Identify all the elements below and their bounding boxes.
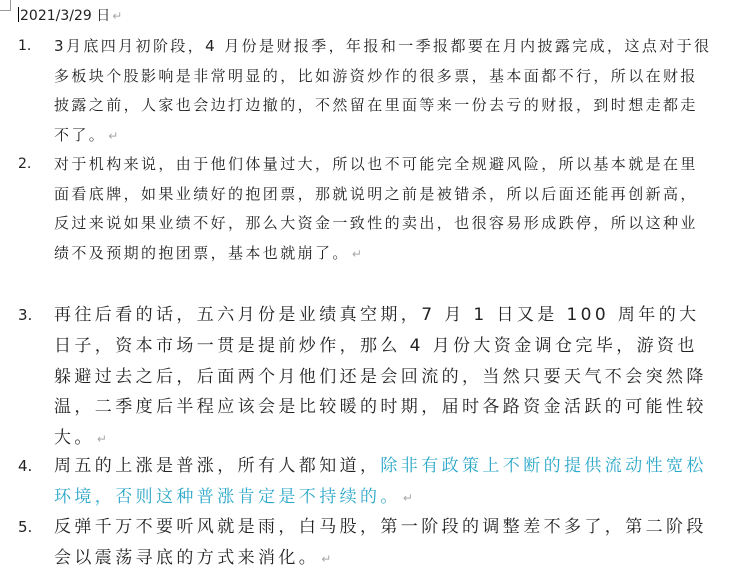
paragraph-text: 对于机构来说，由于他们体量过大，所以也不可能完全规避风险，所以基本就是在里面看底牌，如果业绩好的抱团票，那就说明之前是被错杀，所以后面还能再创新高，反过来说如果业绩不好，那么大资金一致性的卖出，也很容易形成跌停，所以这种业绩不及预期的抱团票，基本也就崩了。 (54, 155, 698, 262)
list-number: 1. (18, 38, 32, 54)
paragraph-mark-icon: ↵ (321, 551, 335, 566)
list-number: 2. (18, 156, 32, 172)
paragraph-text: 再往后看的话，五六月份是业绩真空期，7 月 1 日又是 100 周年的大日子，资本市场一贯是提前炒作，那么 4 月份大资金调仓完毕，游资也躲避过去之后，后面两个月他们还是会回流的，当然只要天气不会突然降温，二季度后半程应该会是比较暖的时期，届时各路资金活跃的可能性较大。 (54, 305, 707, 449)
paragraph-text: 反弹千万不要听风就是雨，白马股，第一阶段的调整差不多了，第二阶段会以震荡寻底的方式来消化。 (54, 517, 707, 568)
list-number: 5. (18, 518, 33, 536)
list-number: 3. (18, 306, 33, 324)
highlighted-text: 除非有政策上不断的提供流动性宽松环境，否则这种普涨肯定是不持续的。 (54, 456, 707, 507)
list-item-text[interactable] (54, 300, 714, 455)
list-number: 4. (18, 457, 33, 475)
list-item-text[interactable] (54, 451, 714, 514)
paragraph-text: 3月底四月初阶段，4 月份是财报季，年报和一季报都要在月内披露完成，这点对于很多板块个股影响是非常明显的，比如游资炒作的很多票，基本面都不行，所以在财报披露之前，人家也会边打边撤的，不然留在里面等来一份去亏的财报，到时想走都走不了。 (54, 37, 712, 144)
date-heading[interactable] (18, 6, 122, 26)
list-item-text[interactable] (54, 32, 714, 151)
paragraph-mark-icon: ↵ (96, 432, 111, 447)
text-cursor (18, 7, 19, 22)
paragraph-text: 周五的上涨是普涨，所有人都知道， (54, 456, 381, 476)
list-item-text[interactable] (54, 150, 714, 269)
paragraph-mark-icon: ↵ (112, 9, 123, 23)
paragraph-mark-icon: ↵ (351, 246, 365, 261)
list-item-text[interactable] (54, 512, 714, 575)
paragraph-mark-icon: ↵ (402, 490, 417, 505)
date-text: 2021/3/29 日 (20, 8, 111, 24)
margin-corner-mark (0, 0, 11, 11)
paragraph-mark-icon: ↵ (108, 128, 121, 143)
